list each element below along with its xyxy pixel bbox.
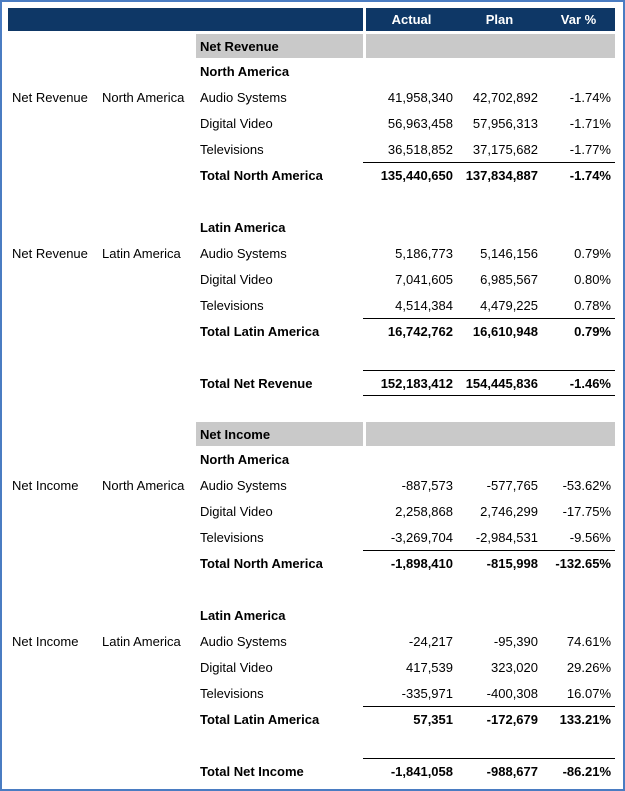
cell-var: -53.62%	[562, 477, 611, 493]
cell-plan: -815,998	[457, 550, 542, 576]
header-spacer-measure	[8, 8, 98, 31]
cell-actual: 56,963,458	[387, 115, 453, 131]
band-spacer	[98, 34, 196, 58]
cell-actual: 135,440,650	[363, 162, 457, 188]
cell-plan: 323,020	[491, 659, 538, 675]
band-fill	[457, 34, 542, 58]
band-fill	[542, 422, 615, 446]
table-row	[8, 266, 617, 292]
cell-plan: 5,146,156	[480, 245, 538, 261]
gutter-measure: Net Income	[12, 633, 79, 649]
cell-var: -9.56%	[569, 529, 611, 545]
section-title: Net Revenue	[196, 34, 363, 58]
row-label: Digital Video	[200, 115, 273, 131]
cell-actual: -1,898,410	[363, 550, 457, 576]
table-row	[8, 680, 617, 706]
total-label: Total Latin America	[200, 323, 320, 339]
cell-var: -1.77%	[569, 141, 611, 157]
cell-plan: -577,765	[486, 477, 538, 493]
column-header-actual: Actual	[363, 8, 457, 31]
gutter-region: North America	[102, 477, 185, 493]
cell-plan: 37,175,682	[472, 141, 538, 157]
spacer-row	[8, 344, 617, 370]
cell-actual: -3,269,704	[390, 529, 453, 545]
cell-actual: 4,514,384	[395, 297, 453, 313]
column-header-row	[8, 8, 617, 31]
cell-var: -17.75%	[562, 503, 611, 519]
spacer-row	[8, 732, 617, 758]
gutter-measure: Net Income	[12, 477, 79, 493]
section-band-net-income	[8, 422, 617, 446]
spacer-row	[8, 576, 617, 602]
table-row	[8, 292, 617, 318]
cell-actual: 417,539	[406, 659, 453, 675]
spacer-row	[8, 396, 617, 422]
band-fill	[542, 34, 615, 58]
spacer-row	[8, 188, 617, 214]
table-row	[8, 628, 617, 654]
column-header-plan: Plan	[457, 8, 542, 31]
cell-var: -1.74%	[569, 89, 611, 105]
band-fill	[457, 422, 542, 446]
row-label: Televisions	[200, 685, 264, 701]
cell-actual: -335,971	[401, 685, 453, 701]
cell-actual: 41,958,340	[387, 89, 453, 105]
row-label: Televisions	[200, 141, 264, 157]
cell-plan: 137,834,887	[457, 162, 542, 188]
header-spacer-region	[98, 8, 196, 31]
total-row	[8, 318, 617, 344]
cell-plan: -172,679	[457, 706, 542, 732]
cell-var: -1.46%	[542, 370, 615, 396]
cell-var: 29.26%	[566, 659, 611, 675]
cell-plan: -95,390	[493, 633, 538, 649]
table-row	[8, 524, 617, 550]
table-row	[8, 654, 617, 680]
row-label: Televisions	[200, 297, 264, 313]
cell-plan: 42,702,892	[472, 89, 538, 105]
gutter-region: Latin America	[102, 633, 181, 649]
region-header: North America	[200, 63, 290, 79]
cell-var: 133.21%	[542, 706, 615, 732]
grand-total-label: Total Net Revenue	[200, 375, 313, 391]
region-header: North America	[200, 451, 290, 467]
cell-var: 74.61%	[566, 633, 611, 649]
cell-var: 16.07%	[566, 685, 611, 701]
band-fill	[363, 422, 457, 446]
cell-actual: -1,841,058	[363, 758, 457, 784]
cell-actual: -887,573	[401, 477, 453, 493]
cell-var: -86.21%	[542, 758, 615, 784]
cell-plan: 57,956,313	[472, 115, 538, 131]
row-label: Digital Video	[200, 659, 273, 675]
gutter-region: North America	[102, 89, 185, 105]
cell-actual: -24,217	[408, 633, 453, 649]
grand-total-row	[8, 370, 617, 396]
cell-actual: 7,041,605	[395, 271, 453, 287]
band-spacer	[8, 34, 98, 58]
band-spacer	[8, 422, 98, 446]
table-row	[8, 136, 617, 162]
total-row	[8, 706, 617, 732]
cell-plan: -2,984,531	[475, 529, 538, 545]
cell-var: -132.65%	[542, 550, 615, 576]
header-spacer-label	[196, 8, 363, 31]
row-label: Audio Systems	[200, 633, 287, 649]
table-row	[8, 498, 617, 524]
cell-var: -1.74%	[542, 162, 615, 188]
cell-plan: -400,308	[486, 685, 538, 701]
cell-plan: 16,610,948	[457, 318, 542, 344]
row-label: Televisions	[200, 529, 264, 545]
band-fill	[363, 34, 457, 58]
gutter-measure: Net Revenue	[12, 89, 88, 105]
cell-actual: 36,518,852	[387, 141, 453, 157]
region-header-row	[8, 446, 617, 472]
cell-var: 0.79%	[542, 318, 615, 344]
cell-actual: 5,186,773	[395, 245, 453, 261]
cell-actual: 57,351	[363, 706, 457, 732]
cell-plan: 154,445,836	[457, 370, 542, 396]
row-label: Audio Systems	[200, 245, 287, 261]
table-row	[8, 110, 617, 136]
cell-var: 0.79%	[574, 245, 611, 261]
table-row	[8, 240, 617, 266]
region-header-row	[8, 214, 617, 240]
section-title: Net Income	[196, 422, 363, 446]
region-header: Latin America	[200, 607, 286, 623]
grand-total-row	[8, 758, 617, 784]
cell-var: 0.78%	[574, 297, 611, 313]
cell-actual: 16,742,762	[363, 318, 457, 344]
total-label: Total North America	[200, 555, 323, 571]
cell-plan: 2,746,299	[480, 503, 538, 519]
total-row	[8, 162, 617, 188]
column-header-var: Var %	[542, 8, 615, 31]
table-row	[8, 472, 617, 498]
cell-actual: 152,183,412	[363, 370, 457, 396]
total-label: Total Latin America	[200, 711, 320, 727]
row-label: Digital Video	[200, 503, 273, 519]
cell-actual: 2,258,868	[395, 503, 453, 519]
cell-plan: 4,479,225	[480, 297, 538, 313]
cell-var: 0.80%	[574, 271, 611, 287]
cell-plan: 6,985,567	[480, 271, 538, 287]
row-label: Audio Systems	[200, 89, 287, 105]
row-label: Audio Systems	[200, 477, 287, 493]
region-header-row	[8, 602, 617, 628]
row-label: Digital Video	[200, 271, 273, 287]
region-header: Latin America	[200, 219, 286, 235]
gutter-region: Latin America	[102, 245, 181, 261]
cell-plan: -988,677	[457, 758, 542, 784]
total-label: Total North America	[200, 167, 323, 183]
section-band-net-revenue	[8, 34, 617, 58]
gutter-measure: Net Revenue	[12, 245, 88, 261]
cell-var: -1.71%	[569, 115, 611, 131]
table-row	[8, 84, 617, 110]
region-header-row	[8, 58, 617, 84]
total-row	[8, 550, 617, 576]
band-spacer	[98, 422, 196, 446]
grand-total-label: Total Net Income	[200, 763, 304, 779]
